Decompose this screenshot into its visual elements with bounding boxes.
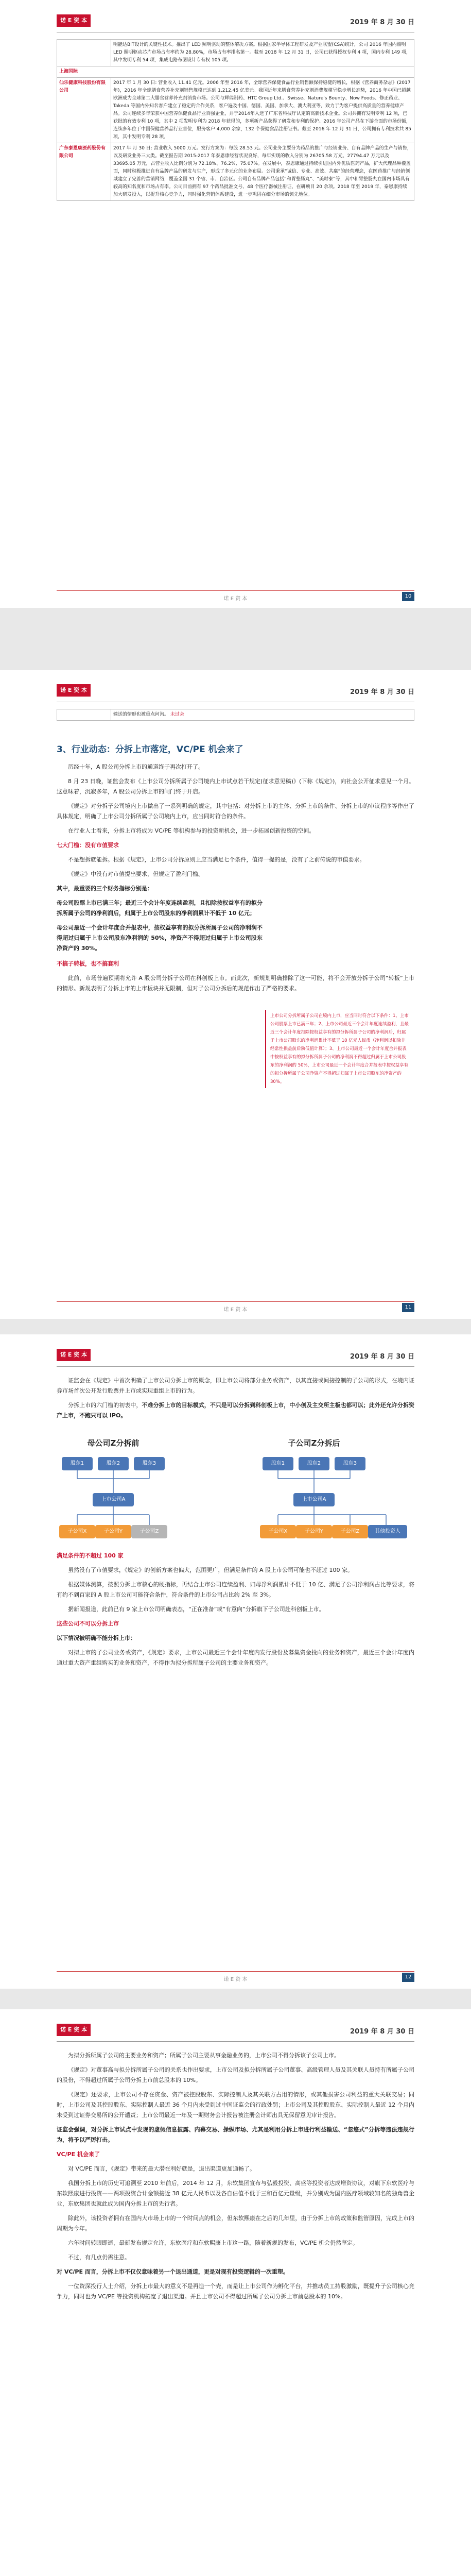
- paragraph: 《规定》还要求，上市公司不存在资金、资产被控股股东、实际控制人及其关联方占用的情形，或其他损害公司利益的重大关联交易；同时，上市公司及其控股股东、实际控制人最近 36 个月内未受到过中国证监会的行政处罚；上市公司及其控股股东、实际控制人最近 12 个月内未受到过证券交易所的公开谴责；上市公司最近一年及一期财务会计报告被注册会计师出具无保留意见审计报告。: [57, 2091, 414, 2119]
- paragraph: 六年时间转眼即逝，最新发布规定允许，东软医疗和东软熙康上市这一路，随着新规的发布，VC/PE 机会仍然坚定。: [68, 2240, 358, 2246]
- paragraph: 我国分拆上市的历史可追溯至 2010 年前后，2014 年 12 月，东软集团宣布与弘毅投资、高盛等投资者达成增资协议，对旗下东软医疗与东软熙康进行投资——两项投资合计金额接近 38 亿元人民币以及各自估值不低于三和百亿元量级，并分别成为国内医疗领域较知名的独角兽企业，东软集团也就此成为国内分拆上市的先行者。: [57, 2180, 414, 2207]
- document-page: [0, 2009, 471, 2576]
- listed-company-node: 上市公司A: [93, 1493, 134, 1506]
- page-number: 11: [402, 1303, 414, 1312]
- paragraph-text: 分拆上市的六门槛的初衷中，: [68, 1402, 142, 1409]
- paragraph: 证监会在《规定》中首次明确了上市公司分拆上市的概念，即上市公司将部分业务或资产，以其直接或间接控制的子公司的形式，在境内证券市场首次公开发行股票并上市或实现重组上市的行为。: [57, 1377, 414, 1394]
- paragraph-emphasis: 对 VC/PE 而言，分拆上市不仅仅意味着另一个退出通道，更是对现有投资逻辑的一次重塑。: [57, 2268, 289, 2275]
- table-row: [57, 40, 414, 66]
- company-name: 广东泰恩康医药股份有限公司: [57, 143, 111, 201]
- shareholder-node: 股东3: [335, 1457, 365, 1470]
- header-date: 2019 年 8 月 30 日: [350, 688, 414, 696]
- table-row: [57, 709, 414, 721]
- regulation-quote: 上市公司分拆所属子公司在境内上市，应当同时符合以下条件：1、上市公司股票上市已满三年；2、上市公司最近三个会计年度连续盈利，且最近三个会计年度扣除按权益享有的拟分拆所属子公司的净利润后，归属于上市公司股东的净利润累计不低于 10 亿元人民币（净利润以扣除非经常性损益前后孰低值计算）；3、上市公司最近一个会计年度合并报表中按权益享有的拟分拆所属子公司的净利润不得超过归属于上市公司股东的净利润的 50%，上市公司最近一个会计年度合并报表中按权益享有的拟分拆所属子公司净资产不得超过归属于上市公司股东的净资产的 30%。: [265, 1010, 413, 1088]
- brand-logo: 诺 E 资 本: [57, 2024, 91, 2036]
- article-section: [57, 1551, 414, 1672]
- paragraph-emphasis: 证监会强调，对分拆上市试点中发现的虚假信息披露、内幕交易、操纵市场、尤其是利用分拆上市进行利益输送、“忽悠式”分拆等违法违规行为，将予以严厉打击。: [57, 2126, 414, 2143]
- brand-logo: 诺 E 资 本: [57, 1349, 91, 1361]
- subheading: 这些公司不可以分拆上市: [57, 1620, 119, 1627]
- paragraph: 根据媒体测算，按照分拆上市核心的硬指标，再结合上市公司连续盈利、归母净利润累计不低于 10 亿、满足子公司净利润占比等要求，将有约不到百家的 A 股上市公司可能符合条件，符合条件的上市公司占比约 2% 至 3%。: [57, 1581, 414, 1598]
- table-row: [57, 78, 414, 143]
- article-section: [57, 1376, 414, 1425]
- paragraph: 不是想拆就能拆。根据《规定》，上市公司分拆原则上应当满足七个条件，值得一提的是，没有了之前传说的市值要求。: [68, 856, 365, 863]
- footer-brand: 诺 E 资 本: [223, 596, 248, 602]
- subsidiary-node: 子公司X: [59, 1525, 95, 1538]
- company-description: 2017 年 月 30 日: 营业收入 5000 万元。发行方案为：每股 28.53 元。公司业务主要分为药品的推广与经销业务、自有品牌产品的生产与销售，以及研发业务三大类。截至报告期 2015-2017 年泰恩康经营状况良好，每年实现的收入分别为 26705.58 万元、27794.47 万元以及 33695.05 万元，占营业收入比例分别为 72.18%、76.2%、75.07%。在发展中，泰恩康通过持续引进国内外优质医药产品，扩大代理品种覆盖面，同时积极推进自有品牌产品的研发与生产，形成了多元化的业务布局。公司秉承“诚信、专业、高效、共赢”的经营理念，在医药推广与经销领域建立了完善的营销网络，覆盖全国 31 个省、市、自治区。公司自有品牌产品包括“和胃整肠丸”、“美时泰”等，其中和胃整肠丸在国内市场具有较高的知名度和市场占有率。公司目前拥有 97 个药品批准文号、48 个医疗器械注册证，在研项目 20 余项。2018 年至 2019 年，泰恩康持续加大研发投入，以提升核心竞争力，同时强化营销体系建设，进一步巩固在细分市场的领先地位。: [111, 143, 414, 201]
- page-header: [57, 14, 414, 32]
- company-table: [57, 709, 414, 721]
- shareholder-node: 股东3: [134, 1457, 165, 1470]
- footer-brand: 诺 E 资 本: [223, 1307, 248, 1313]
- paragraph: 其中，最重要的三个财务指标分别是：: [57, 885, 153, 892]
- page-number: 12: [402, 1973, 414, 1982]
- page-header: [57, 684, 414, 702]
- paragraph: 对拟上市的子公司业务或资产，《规定》要求，上市公司最近三个会计年度内发行股份及募集资金投向的业务和资产，最近三个会计年度内通过重大资产重组购买的业务和资产，不得作为拟分拆所属子公司的主要业务和资产。: [57, 1649, 414, 1666]
- paragraph: 《规定》对分拆子公司境内上市做出了一系列明确的规定，其中包括：对分拆上市的主体、分拆上市的条件、分拆上市的审议程序等作出了具体规定，明确了上市公司分拆所属子公司境内上市，应当同时符合的条件。: [57, 803, 414, 820]
- diagram-title-before: 母公司Z分拆前: [87, 1438, 139, 1448]
- company-name: 仙乐健康科技股份有限公司: [57, 78, 111, 143]
- paragraph: 除此外，该投资者拥有在国内大市场上市的一个时间点的机会，但东软熙康在之后的几年里，由于分拆上市的政策和监管原因，完成上市的周期为今年。: [57, 2215, 414, 2232]
- document-page: [0, 1334, 471, 1989]
- header-date: 2019 年 8 月 30 日: [350, 2028, 414, 2036]
- paragraph: 历经十年，A 股公司分拆上市的通道终于再次打开了。: [68, 764, 204, 770]
- page-footer: [57, 1301, 414, 1314]
- paragraph: 为拟分拆所属子公司的主要业务和资产；所属子公司主要从事金融业务的，上市公司不得分拆该子公司上市。: [68, 2052, 340, 2059]
- subheading: 七大门槛：没有市值要求: [57, 842, 119, 849]
- table-cell: [111, 709, 414, 721]
- section-heading: 3、行业动态：分拆上市落定，VC/PE 机会来了: [57, 744, 243, 755]
- paragraph: 《规定》对董事高与拟分拆所属子公司的关系也作出要求，上市公司及拟分拆所属子公司董事、高级管理人员及其关联人员持有所属子公司的股份，不得超过所属子公司分拆上市前总股本的 10%。: [57, 2066, 414, 2083]
- shareholder-node: 股东2: [98, 1457, 129, 1470]
- conditions-block: [57, 884, 263, 954]
- subsidiary-node: 子公司Y: [296, 1525, 332, 1538]
- table-row: [57, 66, 414, 78]
- status-note: 未过会: [170, 712, 184, 717]
- footer-brand: 诺 E 资 本: [223, 1977, 248, 1982]
- paragraph: 据新闻报道，此前已有 9 家上市公司明确表态，“正在准备”或“有意向”分拆旗下子公司赴科创板上市。: [68, 1606, 325, 1613]
- table-tail: [57, 709, 414, 721]
- subsidiary-node: 子公司X: [260, 1525, 296, 1538]
- paragraph: 《规定》中没有对市值提出要求，但规定了盈利门槛。: [68, 871, 204, 877]
- paragraph: 8 月 23 日晚，证监会发布《上市公司分拆所属子公司境内上市试点若干规定(征求意见稿)》(下称《规定》)，向社会公开征求意见一个月。这意味着，沉寂多年，A 股公司分拆上市的闸门终于开启。: [57, 778, 414, 795]
- article-section: [57, 742, 414, 998]
- paragraph: 母公司最近一个会计年度合并报表中，按权益享有的拟分拆所属子公司的净利润不得超过归属于上市公司股东净利润的 50%，净资产不得超过归属于上市公司股东净资产的 30%。: [57, 924, 263, 952]
- table-cell: 明能达BIT设计的关键性技术。推出了 LED 照明驱动的整体解决方案。根据国家半导体工程研发及产业联盟(CSA)统计，公司 2016 年国内照明 LED 照明驱动芯片市场占有率约为 28.80%，市场占有率排名第一。截至 2018 年 12 月 31 日，公司已获得授权专利 4 项，国内专利 149 项，其中发明专利 54 项，集成电路布图设计专有权 105 项。: [111, 40, 414, 66]
- paragraph: 此前，市场普遍预期将允许 A 股公司分拆子公司在科创板上市。而此次，新规划明确排除了这一可能，将不会开放分拆子公司“转板”上市的情形。新规表明了分拆上市的上市板块并无限制，但对子公司分拆后的规范作出了严格的要求。: [57, 975, 414, 992]
- page-footer: [57, 590, 414, 603]
- shareholder-node: 股东2: [299, 1457, 329, 1470]
- subheading: VC/PE 机会来了: [57, 2151, 100, 2158]
- paragraph: 在行业人士看来，分拆上市将成为 VC/PE 等机构参与的投资新机会，进一步拓展创新投资的空间。: [68, 827, 315, 834]
- paragraph: 一位资深投行人士介绍，分拆上市最大的意义不是再造一个壳，而是让上市公司作为孵化平台，并推动员工持股激励，既提升子公司核心竞争力，同时也为 VC/PE 等投资机构拓宽了退出渠道。并且上市公司不得超过所属子公司分拆上市前总股本的 10%。: [57, 2283, 414, 2300]
- brand-logo: 诺 E 资 本: [57, 684, 91, 697]
- page-header: [57, 2024, 414, 2042]
- table-cell-text: 输送的情形也被重点问询。: [113, 712, 169, 717]
- paragraph: 对 VC/PE 而言，《规定》带来的最大潜在利好就是，退出渠道更加通畅了。: [68, 2165, 255, 2172]
- document-page: [0, 0, 471, 608]
- company-table: [57, 39, 414, 201]
- page-number: 10: [402, 592, 414, 601]
- investor-node: 其他投资人: [368, 1525, 407, 1538]
- diagram-title-after: 子公司Z分拆后: [288, 1438, 340, 1448]
- subsidiary-node: 子公司Y: [95, 1525, 131, 1538]
- header-date: 2019 年 8 月 30 日: [350, 19, 414, 26]
- page-footer: [57, 1971, 414, 1984]
- shareholder-node: 股东1: [62, 1457, 93, 1470]
- paragraph-emphasis: 不难分拆上市的目标模式，不只是可以分拆到科创板上市，中小创及主交所主板也都可以；此外还允许分拆资产上市，不跑只可以 IPO。: [57, 1402, 415, 1419]
- brand-logo: 诺 E 资 本: [57, 14, 91, 27]
- document-page: [0, 670, 471, 1319]
- listed-company-node: 上市公司A: [293, 1493, 335, 1506]
- header-date: 2019 年 8 月 30 日: [350, 1353, 414, 1361]
- company-description: 2017 年 1 月 30 日: 营业收入 11.41 亿元。2006 年至 2016 年，全球营养保健食品行业销售额保持稳健的增长，根据《营养商务杂志》(2017 年)，2016 年全球膳食营养补充剂销售规模已达到 1,212.45 亿美元。我国近年来膳食营养补充剂消费规模呈稳步增长态势，2016 年中国已超越欧洲成为全球第二大膳食营养补充剂消费市场。公司与辉瑞制药、HTC Group Ltd.、Swisse、Nature's Bounty、Now Foods、修正药业、Takeda 等国内外知名客户建立了稳定的合作关系，客户遍及中国、德国、美国、加拿大、澳大利亚等，致力于为客户提供高质量的营养健康产品。公司连续多年荣获中国营养保健食品行业百强企业，并于2014年入选了广东省科技厅认定的高新技术企业。公司共拥有发明专利 12 项，已获批的有效专利 10 项，其中 2 项发明专利为 2018 年获得的，多项新产品获得了研发和专利的保护。2016 年公司产品在下游全面的市场份额，连续多年位于中国保健营养品行业首位，服务客户 4,000 余家，132 个保健食品注册证书。截至 2016 年 12 月 31 日，公司拥有专利技术共 85 项，其中发明专利 28 项。: [111, 78, 414, 143]
- paragraph: 母公司股票上市已满三年；最近三个会计年度连续盈利，且扣除按权益享有的拟分拆所属子公司的净利润后，归属于上市公司股东的净利润累计不低于 10 亿元；: [57, 900, 263, 917]
- subheading: 以下情况被明确不能分拆上市：: [57, 1635, 136, 1641]
- paragraph: [57, 1400, 414, 1421]
- page-header: [57, 1349, 414, 1367]
- company-table-container: [57, 39, 414, 201]
- section-label: 上海国际: [57, 66, 414, 78]
- subsidiary-node: 子公司Z: [332, 1525, 368, 1538]
- article-section: [57, 2050, 414, 2306]
- table-row: [57, 143, 414, 201]
- subsidiary-node: 子公司Z: [131, 1525, 167, 1538]
- subheading: 满足条件的不超过 100 家: [57, 1552, 124, 1559]
- shareholder-node: 股东1: [263, 1457, 293, 1470]
- subheading: 不搞子转板，也不搞套利: [57, 960, 119, 967]
- paragraph: 不过，有几点仍需注意。: [68, 2254, 130, 2261]
- paragraph: 虽然没有了市值要求，《规定》的创新方案也偏大，范围更广，但满足条件的 A 股上市公司可能也不超过 100 家。: [68, 1567, 354, 1573]
